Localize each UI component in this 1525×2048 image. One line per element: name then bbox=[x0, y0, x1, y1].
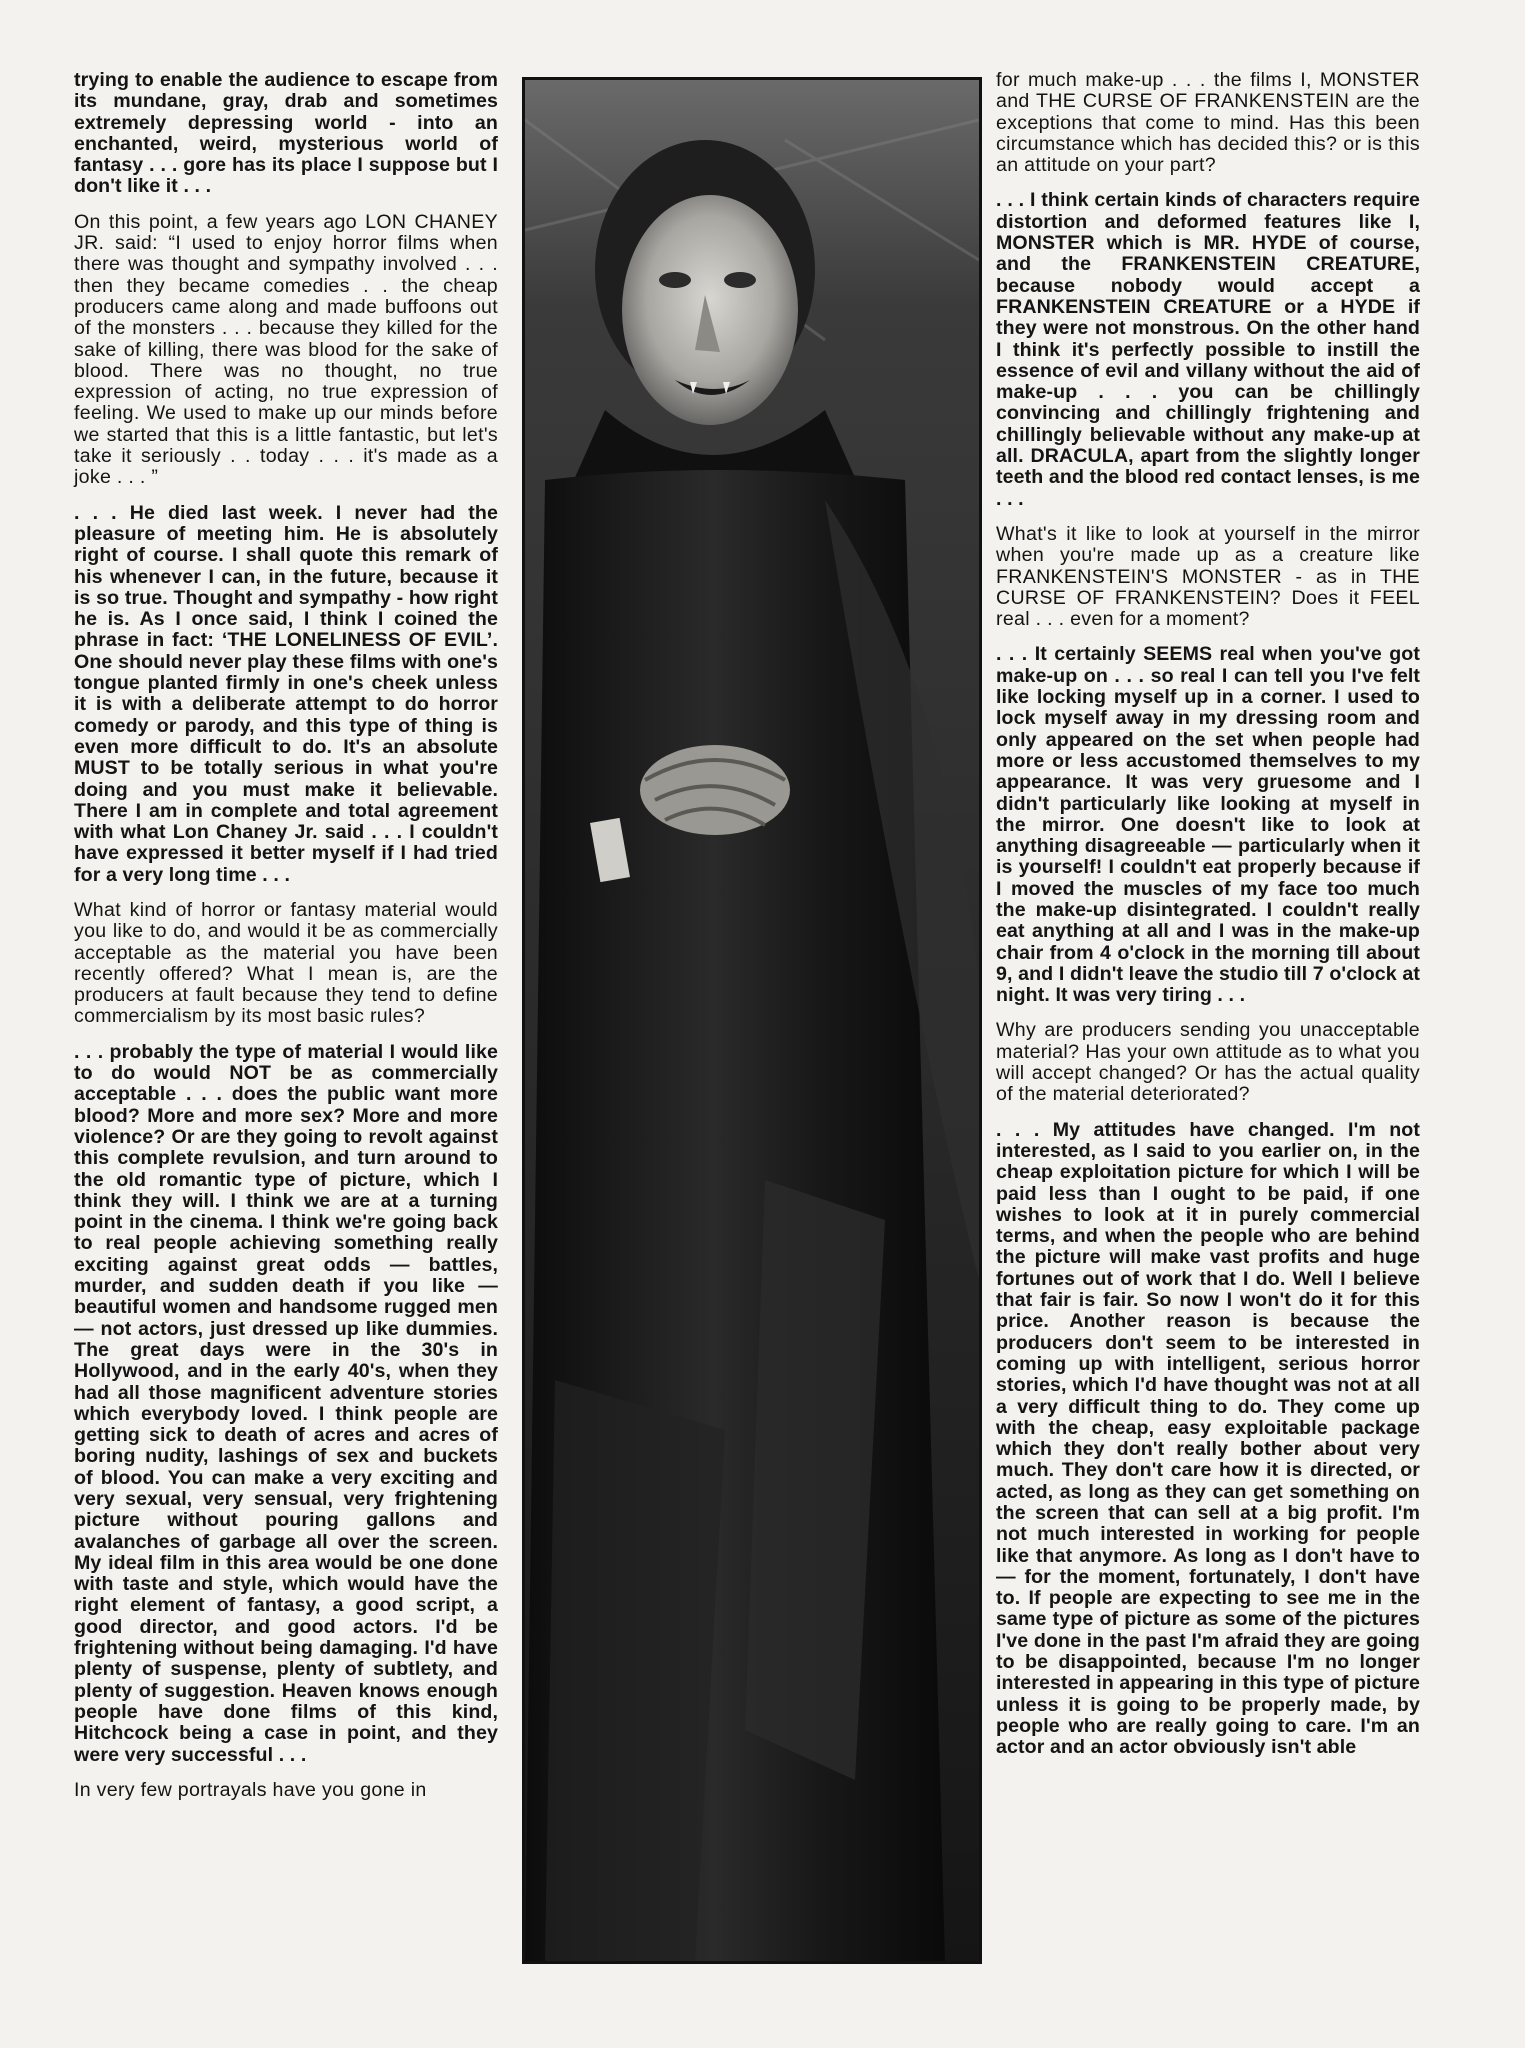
question-paragraph: What kind of horror or fantasy material would you like to do, and would it be as commercially acceptable as the material you have been recently offered? What I mean is, are the producers at fault because they tend to define commercialism by its most basic rules? bbox=[74, 898, 498, 1028]
question-paragraph: What's it like to look at yourself in the mirror when you're made up as a creature like FRANKENSTEIN'S MONSTER - as in THE CURSE OF FRANKENSTEIN? Does it FEEL real . . . even for a moment? bbox=[996, 522, 1420, 631]
left-text-column bbox=[74, 70, 498, 1815]
question-paragraph: In very few portrayals have you gone in bbox=[74, 1778, 427, 1801]
answer-paragraph: . . . I think certain kinds of characters require distortion and deformed features like I, MONSTER which is MR. HYDE of course, and the FRANKENSTEIN CREATURE, because nobody would accept a FRANKENSTEIN CREATURE or a HYDE if they were not monstrous. On the other hand I think it's perfectly possible to instill the essence of evil and villany without the aid of make-up . . . you can be chillingly convincing and chillingly frightening and chillingly believable without any make-up at all. DRACULA, apart from the slightly longer teeth and the blood red contact lenses, is me . . . bbox=[996, 189, 1420, 510]
answer-paragraph: . . . My attitudes have changed. I'm not interested, as I said to you earlier on, in the cheap exploitation picture for which I will be paid less than I ought to be paid, if one wishes to look at it in purely commercial terms, and when the people who are behind the picture will make vast profits and huge fortunes out of work that I do. Well I believe that fair is fair. So now I won't do it for this price. Another reason is because the producers don't seem to be interested in coming up with intelligent, serious horror stories, which I'd have thought was not at all a very difficult thing to do. They come up with the cheap, easy exploitable package which they don't really bother about very much. They don't care how it is directed, or acted, as long as they can get something on the screen that can sell at a big profit. I'm not much interested in working for people like that anymore. As long as I don't have to — for the moment, fortunately, I don't have to. If people are expecting to see me in the same type of picture as some of the pictures I've done in the past I'm afraid they are going to be disappointed, because I'm no longer interested in appearing in this type of picture unless it is going to be properly made, by people who are really going to care. I'm an actor and an actor obviously isn't able bbox=[996, 1118, 1420, 1759]
right-text-column bbox=[996, 70, 1420, 1773]
film-still-photo bbox=[522, 77, 982, 1964]
answer-paragraph: . . . It certainly SEEMS real when you've got make-up on . . . so real I can tell you I've felt like locking myself up in a corner. I used to lock myself away in my dressing room and only appeared on the set when people had more or less accustomed themselves to my appearance. It was very gruesome and I didn't particularly like looking at myself in the mirror. One doesn't like to look at anything disagreeable — particularly when it is yourself! I couldn't eat properly because if I moved the muscles of my face too much the make-up disintegrated. I couldn't really eat anything at all and I was in the make-up chair from 4 o'clock in the morning till about 9, and I didn't leave the studio till 7 o'clock at night. It was very tiring . . . bbox=[996, 643, 1420, 1007]
answer-paragraph: . . . He died last week. I never had the pleasure of meeting him. He is absolutely right of course. I shall quote this remark of his whenever I can, in the future, because it is so true. Thought and sympathy - how right he is. As I once said, I think I coined the phrase in fact: ‘THE LONELINESS OF EVIL’. One should never play these films with one's tongue planted firmly in one's cheek unless it is with a deliberate attempt to do horror comedy or parody, and this type of thing is even more difficult to do. It's an absolute MUST to be totally serious in what you're doing and you must make it believable. There I am in complete and total agreement with what Lon Chaney Jr. said . . . I couldn't have expressed it better myself if I had tried for a very long time . . . bbox=[74, 501, 498, 886]
question-paragraph: On this point, a few years ago LON CHANEY JR. said: “I used to enjoy horror films when there was thought and sympathy involved . . . then they became comedies . . the cheap producers came along and made buffoons out of the monsters . . . because they killed for the sake of killing, there was blood for the sake of blood. There was no thought, no true expression of acting, no true expression of feeling. We used to make up our minds before we started that this is a little fantastic, but let's take it seriously . . today . . . it's made as a joke . . . ” bbox=[74, 210, 498, 489]
question-paragraph: Why are producers sending you unacceptable material? Has your own attitude as to what you will accept changed? Or has the actual quality of the material deteriorated? bbox=[996, 1019, 1420, 1106]
caped-figure-photo-icon bbox=[525, 80, 979, 1961]
answer-paragraph: trying to enable the audience to escape from its mundane, gray, drab and sometimes extremely depressing world - into an enchanted, weird, mysterious world of fantasy . . . gore has its place I suppose but I don't like it . . . bbox=[74, 69, 498, 198]
question-paragraph: for much make-up . . . the films I, MONSTER and THE CURSE OF FRANKENSTEIN are the exceptions that come to mind. Has this been circumstance which has decided this? or is this an attitude on your part? bbox=[996, 69, 1420, 177]
answer-paragraph: . . . probably the type of material I would like to do would NOT be as commercially acceptable . . . does the public want more blood? More and more sex? More and more violence? Or are they going to revolt against this complete revulsion, and turn around to the old romantic type of picture, which I think they will. I think we are at a turning point in the cinema. I think we're going back to real people achieving something really exciting against great odds — battles, murder, and sudden death if you like — beautiful women and handsome rugged men — not actors, just dressed up like dummies. The great days were in the 30's in Hollywood, and in the early 40's, when they had all those magnificent adventure stories which everybody loved. I think people are getting sick to death of acres and acres of boring nudity, lashings of sex and buckets of blood. You can make a very exciting and very sexual, very sensual, very frightening picture without pouring gallons and avalanches of garbage all over the screen. My ideal film in this area would be one done with taste and style, which would have the right element of fantasy, a good script, a good director, and good actors. I'd be frightening without being damaging. I'd have plenty of suspense, plenty of subtlety, and plenty of suggestion. Heaven knows enough people have done films of this kind, Hitchcock being a case in point, and they were very successful . . . bbox=[74, 1040, 498, 1766]
